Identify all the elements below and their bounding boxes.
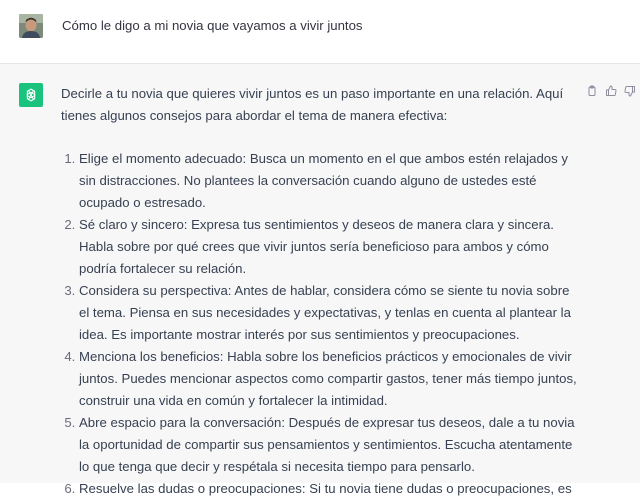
message-actions bbox=[585, 84, 636, 97]
list-item: 3. Considera su perspectiva: Antes de hablar, considera cómo se siente tu novia sobre el tema. Piensa en sus necesidades y expectativas, y tenlas en cuenta al plantear la idea. Es importante mostrar interés por sus sentimientos y preocupaciones. bbox=[79, 280, 581, 346]
user-message-row bbox=[0, 0, 640, 64]
thumbs-up-button[interactable] bbox=[604, 84, 617, 97]
thumbs-up-icon bbox=[605, 85, 617, 97]
thumbs-down-button[interactable] bbox=[623, 84, 636, 97]
assistant-message-row bbox=[0, 64, 640, 496]
assistant-message-content bbox=[61, 83, 581, 500]
list-item: 2. Sé claro y sincero: Expresa tus sentimientos y deseos de manera clara y sincera. Habla sobre por qué crees que vivir juntos sería beneficioso para ambos y cómo podría fortalecer su relación. bbox=[79, 214, 581, 280]
clipboard-icon bbox=[586, 85, 598, 97]
user-message-text: Cómo le digo a mi novia que vayamos a vivir juntos bbox=[62, 18, 363, 33]
list-item: 5. Abre espacio para la conversación: Después de expresar tus deseos, dale a tu novia la oportunidad de compartir sus pensamientos y sentimientos. Escucha atentamente lo que tenga que decir y respétala si necesita tiempo para pensarlo. bbox=[79, 412, 581, 478]
user-avatar-photo-icon bbox=[19, 14, 43, 38]
assistant-avatar bbox=[19, 83, 43, 107]
list-item: 4. Menciona los beneficios: Habla sobre los beneficios prácticos y emocionales de vivir juntos. Puedes mencionar aspectos como compartir gastos, tener más tiempo juntos, construir una vida en común y fortalecer la intimidad. bbox=[79, 346, 581, 412]
user-avatar bbox=[19, 14, 43, 38]
assistant-intro: Decirle a tu novia que quieres vivir juntos es un paso importante en una relación. Aquí tienes algunos consejos para abordar el tema de manera efectiva: bbox=[61, 86, 564, 123]
copy-button[interactable] bbox=[585, 84, 598, 97]
list-item: 1. Elige el momento adecuado: Busca un momento en el que ambos estén relajados y sin distracciones. No plantees la conversación cuando alguno de ustedes esté ocupado o estresado. bbox=[79, 148, 581, 214]
list-item: 6. Resuelve las dudas o preocupaciones: Si tu novia tiene dudas o preocupaciones, es bbox=[79, 478, 581, 500]
openai-logo-icon bbox=[23, 87, 39, 103]
thumbs-down-icon bbox=[624, 85, 636, 97]
advice-list bbox=[61, 148, 581, 500]
